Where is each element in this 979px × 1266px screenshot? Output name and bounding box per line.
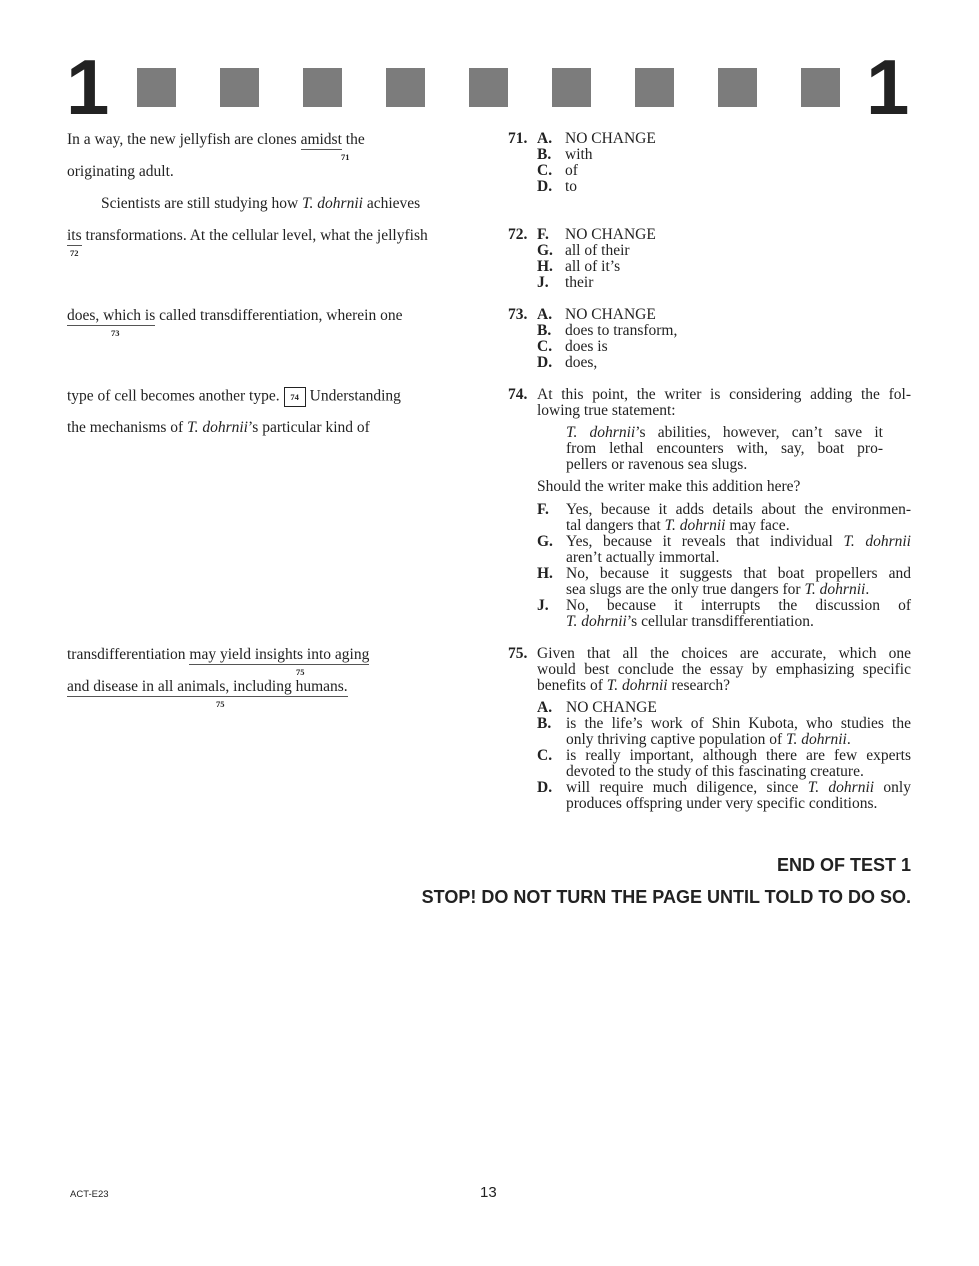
passage-line (67, 387, 401, 407)
option-letter[interactable]: B. (537, 146, 552, 163)
inserted-sentence: pellers or ravenous sea slugs. (566, 456, 748, 473)
passage-line (101, 195, 420, 212)
option-letter[interactable]: H. (537, 258, 553, 275)
question-stem: At this point, the writer is considering adding the fol- (537, 386, 911, 403)
option-text[interactable]: No, because it suggests that boat propellers and (566, 565, 911, 582)
end-of-test-heading: END OF TEST 1 (776, 855, 911, 875)
option-text[interactable]: produces offspring under very specific conditions. (566, 795, 878, 812)
option-letter[interactable]: A. (537, 130, 553, 147)
passage-text: Understanding (309, 387, 401, 405)
passage-text: type of cell becomes another type. (67, 387, 280, 405)
option-text[interactable] (566, 534, 911, 550)
option-text-part: will require much diligence, since (566, 779, 808, 796)
passage-text: achieves (362, 195, 421, 212)
option-text[interactable] (566, 582, 869, 598)
option-text[interactable]: is the life’s work of Shin Kubota, who studies the (566, 715, 911, 732)
option-letter[interactable]: D. (537, 779, 553, 796)
passage-line (67, 307, 402, 324)
species-name: T. dohrnii (302, 195, 363, 212)
stem-part: research? (667, 677, 730, 694)
species-name: T. dohrnii (843, 533, 911, 550)
stem-part: benefits of (537, 677, 607, 694)
option-text[interactable]: is really important, although there are few experts (566, 747, 911, 764)
option-text[interactable]: NO CHANGE (566, 699, 657, 716)
passage-line (67, 419, 370, 436)
option-letter[interactable]: A. (537, 306, 553, 323)
passage-line (67, 678, 348, 695)
option-text-part: only (874, 779, 911, 796)
underline-71[interactable]: amidst (300, 131, 342, 148)
species-name: T. dohrnii (785, 731, 847, 748)
question-number: 73. (508, 306, 528, 323)
header-square (386, 68, 425, 107)
option-text-part: ’s cellular transdifferentiation. (626, 613, 814, 630)
option-letter[interactable]: D. (537, 354, 553, 371)
underline-73[interactable]: does, which is (67, 307, 156, 324)
option-letter[interactable]: C. (537, 747, 553, 764)
option-text[interactable]: to (565, 178, 578, 195)
question-marker-75: 75 (296, 667, 305, 677)
option-text[interactable]: NO CHANGE (565, 130, 656, 147)
option-text[interactable] (566, 780, 911, 796)
option-text-part: . (865, 581, 870, 598)
inserted-sentence: from lethal encounters with, say, boat pro- (566, 440, 883, 457)
underline-75[interactable]: may yield insights into aging (189, 646, 370, 663)
species-name: T. dohrnii (187, 419, 248, 436)
species-name: T. dohrnii (807, 779, 875, 796)
option-text[interactable]: Yes, because it adds details about the environmen- (566, 501, 911, 518)
option-text[interactable]: their (565, 274, 594, 291)
header-square (469, 68, 508, 107)
question-number: 75. (508, 645, 528, 662)
option-letter[interactable]: F. (537, 501, 549, 518)
question-stem: Given that all the choices are accurate, which one (537, 645, 911, 662)
species-name: T. dohrnii (606, 677, 668, 694)
species-name: T. dohrnii (566, 424, 636, 441)
option-text[interactable]: with (565, 146, 593, 163)
header-square (220, 68, 259, 107)
page-number: 13 (480, 1184, 497, 1201)
question-stem (537, 678, 730, 694)
option-text[interactable]: does is (565, 338, 608, 355)
section-number-right: 1 (866, 43, 910, 131)
option-letter[interactable]: B. (537, 322, 552, 339)
passage-line (67, 646, 369, 663)
quote-text: ’s abilities, however, can’t save it (635, 424, 883, 441)
option-letter[interactable]: G. (537, 533, 553, 550)
option-letter[interactable]: F. (537, 226, 549, 243)
stop-notice: STOP! DO NOT TURN THE PAGE UNTIL TOLD TO DO SO. (421, 887, 911, 907)
passage-text: In a way, the new jellyfish are clones (67, 131, 301, 148)
option-text[interactable]: NO CHANGE (565, 226, 656, 243)
option-text-part: may face. (725, 517, 790, 534)
option-text[interactable]: No, because it interrupts the discussion of (566, 597, 911, 614)
section-number-left: 1 (66, 43, 110, 131)
option-text[interactable]: all of it’s (565, 258, 621, 275)
passage-text: the mechanisms of (67, 419, 188, 436)
passage-line (67, 131, 365, 148)
passage-text: Scientists are still studying how (101, 195, 303, 212)
species-name: T. dohrnii (664, 517, 726, 534)
option-text[interactable] (566, 614, 814, 630)
option-text[interactable]: NO CHANGE (565, 306, 656, 323)
underline-72[interactable]: its (67, 227, 82, 244)
question-prompt: Should the writer make this addition here? (537, 478, 801, 495)
option-text[interactable] (566, 732, 851, 748)
option-text[interactable]: does to transform, (565, 322, 678, 339)
option-letter[interactable]: H. (537, 565, 553, 582)
inserted-sentence (566, 425, 883, 441)
option-letter[interactable]: J. (537, 274, 549, 291)
option-letter[interactable]: D. (537, 178, 553, 195)
option-text[interactable]: does, (565, 354, 598, 371)
header-square (718, 68, 757, 107)
header-square (635, 68, 674, 107)
species-name: T. dohrnii (566, 613, 627, 630)
form-code: ACT-E23 (70, 1189, 109, 1200)
option-text-part: only thriving captive population of (566, 731, 786, 748)
question-marker-73: 73 (111, 328, 120, 338)
underline-75[interactable]: and disease in all animals, including humans. (67, 678, 348, 695)
question-marker-71: 71 (341, 152, 350, 162)
option-text[interactable]: of (565, 162, 578, 179)
option-letter[interactable]: B. (537, 715, 552, 732)
header-square (303, 68, 342, 107)
species-name: T. dohrnii (804, 581, 866, 598)
header-square (137, 68, 176, 107)
option-text-part: tal dangers that (566, 517, 665, 534)
option-text[interactable] (566, 518, 790, 534)
passage-line: originating adult. (67, 163, 174, 180)
question-number: 72. (508, 226, 528, 243)
option-text-part: Yes, because it reveals that individual (566, 533, 844, 550)
question-marker-72: 72 (70, 248, 79, 258)
option-letter[interactable]: J. (537, 597, 549, 614)
option-text[interactable]: devoted to the study of this fascinating creature. (566, 763, 864, 780)
option-letter[interactable]: G. (537, 242, 553, 259)
passage-text: transdifferentiation (67, 646, 190, 663)
option-letter[interactable]: A. (537, 699, 553, 716)
option-letter[interactable]: C. (537, 338, 553, 355)
header-square (801, 68, 840, 107)
question-marker-75: 75 (216, 699, 225, 709)
question-number: 71. (508, 130, 528, 147)
passage-text: transformations. At the cellular level, what the jellyfish (81, 227, 428, 244)
header-square (552, 68, 591, 107)
question-box-74[interactable]: 74 (284, 387, 306, 407)
passage-text: the (341, 131, 365, 148)
passage-text: ’s particular kind of (247, 419, 370, 436)
passage-text: called transdifferentiation, wherein one (155, 307, 403, 324)
option-text[interactable]: all of their (565, 242, 630, 259)
option-text-part: sea slugs are the only true dangers for (566, 581, 805, 598)
question-stem: would best conclude the essay by emphasizing specific (537, 661, 911, 678)
option-letter[interactable]: C. (537, 162, 553, 179)
question-stem: lowing true statement: (537, 402, 676, 419)
option-text[interactable]: aren’t actually immortal. (566, 549, 720, 566)
question-number: 74. (508, 386, 528, 403)
option-text-part: . (846, 731, 851, 748)
passage-line (67, 227, 428, 244)
